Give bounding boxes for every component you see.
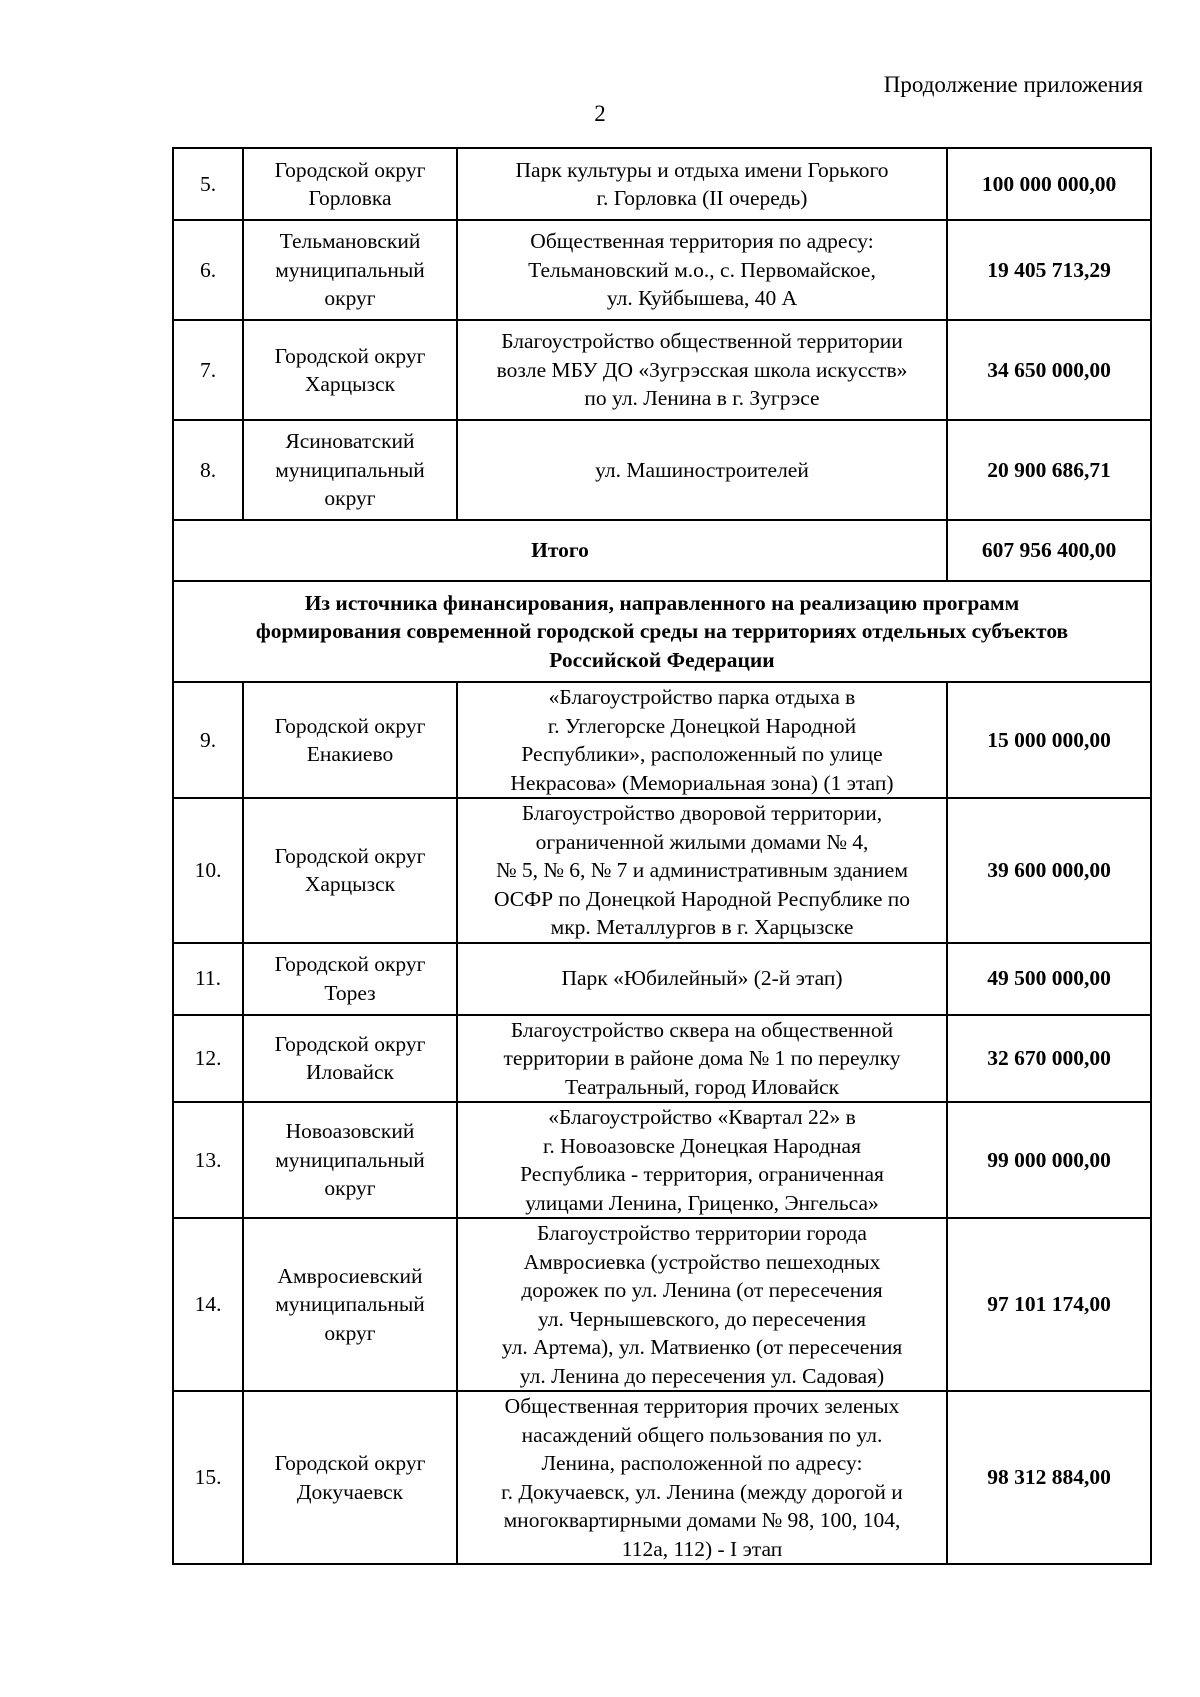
section-header-row (173, 581, 1151, 682)
district-cell (243, 798, 457, 943)
district-cell (243, 1102, 457, 1218)
object-line: г. Углегорске Донецкой Народной (547, 713, 857, 738)
row-number: 15. (173, 1391, 243, 1564)
amount-cell: 49 500 000,00 (947, 943, 1151, 1015)
object-cell (457, 148, 947, 220)
object-line: дорожек по ул. Ленина (от пересечения (521, 1278, 883, 1302)
object-cell (457, 682, 947, 798)
district-line: Городской округ (274, 713, 426, 738)
district-line: Тельмановский (279, 229, 421, 254)
district-line: Ясиноватский (285, 429, 415, 454)
table-row (173, 1391, 1151, 1564)
district-line: Городской округ (274, 343, 426, 368)
object-line: Общественная территория прочих зеленых (504, 1394, 900, 1418)
table-row (173, 943, 1151, 1015)
district-line: муниципальный (275, 257, 425, 282)
object-line: ОСФР по Донецкой Народной Республике по (493, 886, 911, 911)
amount-cell: 39 600 000,00 (947, 798, 1151, 943)
section-title (173, 581, 1151, 682)
object-line: Общественная территория по адресу: (530, 229, 874, 254)
object-cell (457, 943, 947, 1015)
object-line: Некрасова» (Мемориальная зона) (1 этап) (510, 770, 894, 795)
amount-cell: 97 101 174,00 (947, 1218, 1151, 1391)
district-line: Городской округ (274, 843, 426, 868)
object-line: ул. Машиностроителей (595, 457, 809, 482)
table-row (173, 148, 1151, 220)
object-line: Парк культуры и отдыха имени Горького (515, 157, 889, 182)
object-line: насаждений общего пользования по ул. (521, 1422, 883, 1447)
row-number: 14. (173, 1218, 243, 1391)
district-line: Иловайск (306, 1060, 394, 1085)
object-line: Благоустройство дворовой территории, (521, 801, 883, 825)
continuation-note: Продолжение приложения (883, 72, 1143, 97)
table-row (173, 682, 1151, 798)
row-number: 8. (173, 420, 243, 520)
district-line: округ (324, 1320, 376, 1345)
district-cell (243, 220, 457, 320)
object-cell (457, 1102, 947, 1218)
object-line: ул. Куйбышева, 40 А (606, 286, 798, 311)
object-line: ул. Артема), ул. Матвиенко (от пересечения (501, 1335, 903, 1359)
object-line: мкр. Металлургов в г. Харцызске (550, 915, 854, 939)
district-cell (243, 420, 457, 520)
object-line: многоквартирными домами № 98, 100, 104, (503, 1508, 901, 1532)
row-number: 6. (173, 220, 243, 320)
row-number: 9. (173, 682, 243, 798)
district-line: Амвросиевский (277, 1263, 423, 1288)
amount-cell: 34 650 000,00 (947, 320, 1151, 420)
object-line: «Благоустройство «Квартал 22» в (548, 1105, 856, 1129)
district-line: Городской округ (274, 157, 426, 182)
object-cell (457, 798, 947, 943)
table-row (173, 320, 1151, 420)
district-line: Харцызск (304, 372, 396, 396)
object-line: по ул. Ленина в г. Зугрэсе (584, 386, 820, 411)
object-line: г. Докучаевск, ул. Ленина (между дорогой и (501, 1479, 903, 1504)
district-line: муниципальный (275, 1292, 425, 1317)
object-line: Республика - территория, ограниченная (520, 1162, 884, 1186)
object-line: возле МБУ ДО «Зугрэсская школа искусств» (496, 357, 908, 382)
amount-cell: 99 000 000,00 (947, 1102, 1151, 1218)
district-line: муниципальный (275, 1147, 425, 1172)
district-line: Городской округ (274, 1031, 426, 1056)
district-line: Городской округ (274, 952, 426, 976)
table-row (173, 798, 1151, 943)
object-line: Благоустройство общественной территории (501, 329, 903, 354)
section-title-line: Российской Федерации (549, 647, 775, 672)
amount-cell: 98 312 884,00 (947, 1391, 1151, 1564)
district-line: округ (324, 286, 376, 311)
row-number: 13. (173, 1102, 243, 1218)
district-line: муниципальный (275, 457, 425, 482)
object-cell (457, 1218, 947, 1391)
row-number: 10. (173, 798, 243, 943)
district-cell (243, 148, 457, 220)
total-amount: 607 956 400,00 (947, 520, 1151, 581)
amount-cell: 32 670 000,00 (947, 1015, 1151, 1103)
object-cell (457, 220, 947, 320)
object-line: ул. Ленина до пересечения ул. Садовая) (519, 1363, 885, 1388)
object-line: № 5, № 6, № 7 и административным зданием (496, 858, 908, 882)
object-line: улицами Ленина, Гриценко, Энгельса» (525, 1190, 879, 1215)
object-line: Парк «Юбилейный» (2-й этап) (561, 966, 843, 991)
object-line: Тельмановский м.о., с. Первомайское, (528, 257, 876, 282)
object-line: ул. Чернышевского, до пересечения (537, 1306, 867, 1331)
amount-cell: 20 900 686,71 (947, 420, 1151, 520)
object-line: Театральный, город Иловайск (564, 1074, 840, 1099)
object-cell (457, 420, 947, 520)
section-title-line: Из источника финансирования, направленного на реализацию программ (304, 590, 1020, 615)
district-cell (243, 943, 457, 1015)
district-line: Енакиево (306, 742, 394, 766)
object-line: г. Новоазовске Донецкая Народная (543, 1133, 861, 1158)
object-cell (457, 320, 947, 420)
district-cell (243, 320, 457, 420)
row-number: 12. (173, 1015, 243, 1103)
object-line: Ленина, расположенной по адресу: (541, 1451, 863, 1475)
total-row (173, 520, 1151, 581)
district-line: Горловка (308, 186, 392, 210)
district-line: округ (324, 1176, 376, 1201)
object-line: Благоустройство сквера на общественной (510, 1017, 894, 1042)
district-line: Новоазовский (285, 1119, 415, 1144)
total-label: Итого (173, 520, 947, 581)
table-row (173, 1015, 1151, 1103)
section-title-line: формирования современной городской среды на территориях отдельных субъектов (255, 619, 1069, 644)
object-cell (457, 1015, 947, 1103)
row-number: 7. (173, 320, 243, 420)
object-line: 112а, 112) - I этап (621, 1536, 783, 1561)
object-line: ограниченной жилыми домами № 4, (535, 829, 869, 854)
district-line: Докучаевск (296, 1479, 404, 1504)
district-cell (243, 1391, 457, 1564)
object-cell (457, 1391, 947, 1564)
amount-cell: 19 405 713,29 (947, 220, 1151, 320)
district-cell (243, 682, 457, 798)
table-row (173, 1102, 1151, 1218)
row-number: 11. (173, 943, 243, 1015)
row-number: 5. (173, 148, 243, 220)
district-line: Торез (324, 980, 376, 1005)
object-line: Республики», расположенный по улице (521, 742, 883, 766)
funding-table (172, 147, 1152, 1565)
amount-cell: 100 000 000,00 (947, 148, 1151, 220)
object-line: г. Горловка (II очередь) (596, 186, 808, 210)
object-line: Амвросиевка (устройство пешеходных (523, 1249, 881, 1274)
table-row (173, 1218, 1151, 1391)
table-row (173, 220, 1151, 320)
district-cell (243, 1218, 457, 1391)
district-line: округ (324, 486, 376, 511)
amount-cell: 15 000 000,00 (947, 682, 1151, 798)
district-line: Городской округ (274, 1451, 426, 1475)
object-line: Благоустройство территории города (537, 1221, 867, 1245)
district-cell (243, 1015, 457, 1103)
page-number: 2 (594, 101, 606, 126)
object-line: территории в районе дома № 1 по переулку (503, 1046, 901, 1070)
district-line: Харцызск (304, 872, 396, 897)
table-row (173, 420, 1151, 520)
object-line: «Благоустройство парка отдыха в (548, 685, 856, 709)
